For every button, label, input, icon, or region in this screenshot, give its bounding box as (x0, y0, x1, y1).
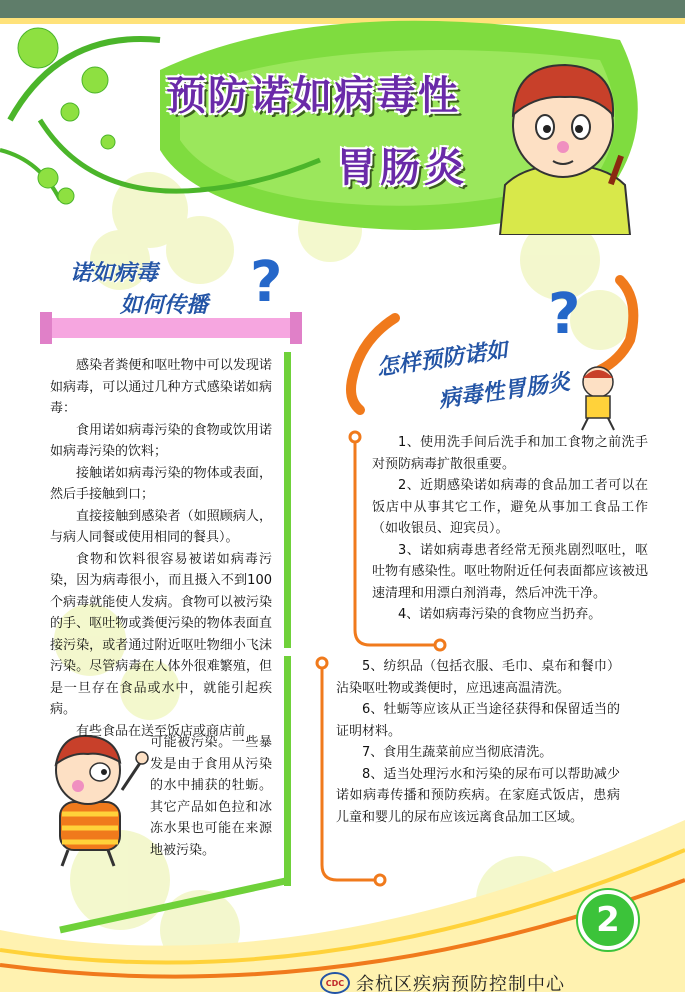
footer (320, 970, 565, 996)
small-cartoon-illustration (566, 362, 630, 432)
cdc-logo-icon: CDC (320, 972, 350, 994)
left-paragraph: 直接接触到感染者（如照顾病人，与病人同餐或使用相同的餐具）。 (50, 508, 272, 545)
right-section-title-line1: 怎样预防诺如 (375, 337, 510, 382)
footer-org-name: 余杭区疾病预防控制中心 (356, 974, 565, 995)
right-section-body-2 (336, 656, 620, 828)
prevention-item: 3、诺如病毒患者经常无预兆剧烈呕吐，呕吐物有感染性。呕吐物附近任何表面都应该被迅速清理和用漂白剂消毒，然后冲洗干净。 (372, 542, 648, 601)
prevention-item: 4、诺如病毒污染的食物应当扔弃。 (398, 607, 602, 622)
left-paragraph: 有些食品在送至饭店或商店前 (76, 723, 246, 739)
prevention-item: 5、纺织品（包括衣服、毛巾、桌布和餐巾）沾染呕吐物或粪便时，应迅速高温清洗。 (336, 659, 620, 696)
page-title-line1: 预防诺如病毒性 (166, 73, 460, 119)
prevention-item: 1、使用洗手间后洗手和加工食物之前洗手对预防病毒扩散很重要。 (372, 435, 648, 472)
right-section-title-line2: 病毒性胃肠炎 (437, 369, 572, 414)
left-paragraph: 可能被污染。一些暴发是由于食用从污染的水中捕获的牡蛎。其它产品如色拉和冰冻水果也可能在来源地被污染。 (150, 735, 272, 858)
left-paragraph: 食物和饮料很容易被诺如病毒污染，因为病毒很小，而且摄入不到100个病毒就能使人发病。食物可以被污染的手、呕吐物或粪便污染的物体表面直接污染，或者通过附近呕吐物细小飞沫污染。尽管病毒在人体外很难繁殖，但是一旦存在食品或水中，就能引起疾病。 (50, 551, 272, 717)
prevention-item: 7、食用生蔬菜前应当彻底清洗。 (362, 745, 553, 760)
left-question-mark: ? (250, 250, 283, 315)
left-section-body (50, 355, 272, 742)
prevention-item: 2、近期感染诺如病毒的食品加工者可以在饭店中从事其它工作，避免从事加工食品工作（如收银员、迎宾员）。 (372, 478, 648, 536)
left-section-title-line2: 如何传播 (120, 293, 209, 318)
left-paragraph: 食用诺如病毒污染的食物或饮用诺如病毒污染的饮料； (50, 422, 272, 459)
left-section-body-tail (150, 732, 272, 861)
left-section-title-line1: 诺如病毒 (70, 261, 159, 286)
page-number: 2 (596, 900, 620, 940)
right-question-mark: ? (548, 282, 581, 347)
prevention-item: 6、牡蛎等应该从正当途径获得和保留适当的证明材料。 (336, 702, 620, 739)
left-paragraph: 感染者粪便和呕吐物中可以发现诺如病毒，可以通过几种方式感染诺如病毒： (50, 358, 272, 416)
page-title-line2: 胃肠炎 (336, 145, 468, 191)
right-section-body (372, 432, 648, 626)
prevention-item: 8、适当处理污水和污染的尿布可以帮助减少诺如病毒传播和预防疾病。在家庭式饭店，患病儿童和婴儿的尿布应该远离食品加工区域。 (336, 766, 620, 825)
cartoon-kid-illustration (38, 730, 150, 870)
cartoon-boy-illustration (485, 55, 645, 235)
left-paragraph: 接触诺如病毒污染的物体或表面，然后手接触到口； (50, 465, 272, 502)
page-number-badge (578, 890, 638, 950)
